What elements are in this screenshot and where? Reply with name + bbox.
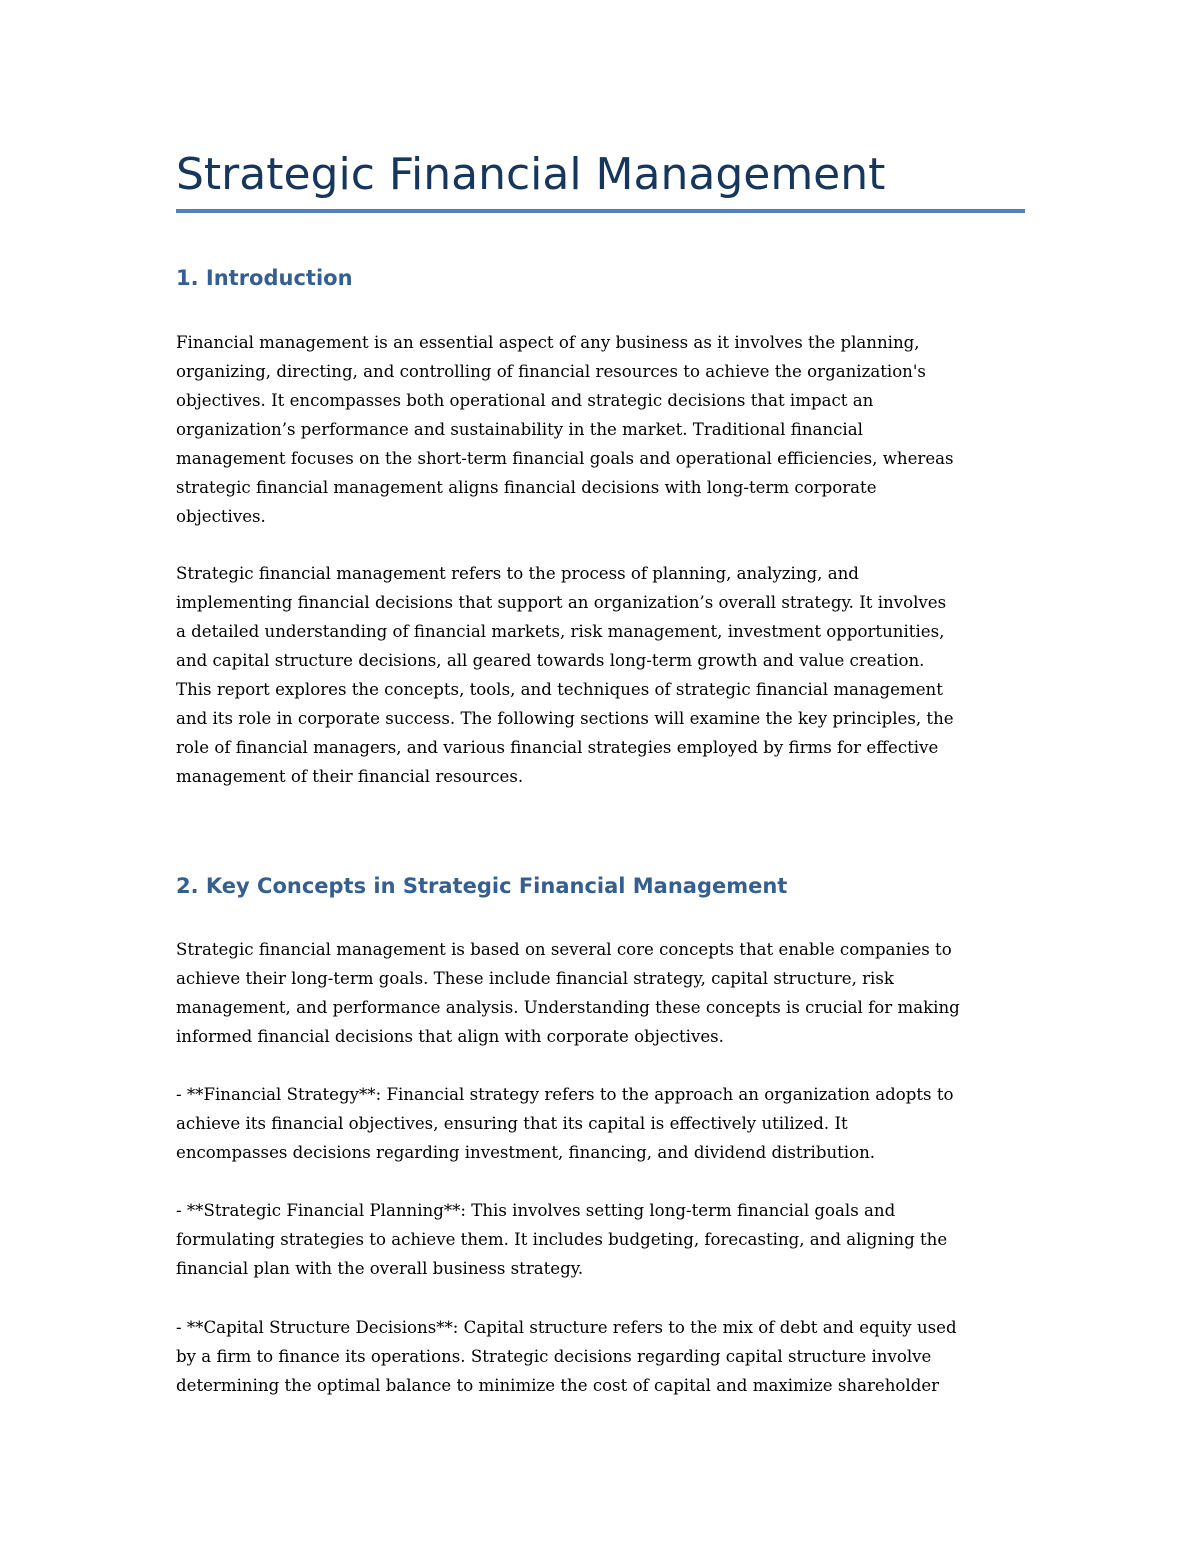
paragraph-line: Financial management is an essential aspect of any business as it involves the planning, bbox=[176, 333, 920, 352]
paragraph-line: a detailed understanding of financial markets, risk management, investment opportunities, bbox=[176, 622, 945, 641]
section-heading-key-concepts: 2. Key Concepts in Strategic Financial Management bbox=[176, 874, 788, 898]
paragraph-line: financial plan with the overall business strategy. bbox=[176, 1259, 584, 1278]
title-underline bbox=[176, 209, 1025, 213]
paragraph-line: Strategic financial management is based on several core concepts that enable companies to bbox=[176, 940, 952, 959]
paragraph-line: organization’s performance and sustainability in the market. Traditional financial bbox=[176, 420, 863, 439]
paragraph-line: role of financial managers, and various financial strategies employed by firms for effective bbox=[176, 738, 939, 757]
paragraph-line: implementing financial decisions that support an organization’s overall strategy. It involves bbox=[176, 593, 947, 612]
paragraph-line: management focuses on the short-term financial goals and operational efficiencies, whereas bbox=[176, 449, 954, 468]
document-title: Strategic Financial Management bbox=[176, 149, 886, 200]
paragraph-line: objectives. bbox=[176, 507, 266, 526]
paragraph bbox=[176, 559, 1026, 791]
paragraph-line: achieve their long-term goals. These include financial strategy, capital structure, risk bbox=[176, 969, 894, 988]
paragraph-line: and capital structure decisions, all geared towards long-term growth and value creation. bbox=[176, 651, 925, 670]
paragraph-line: management of their financial resources. bbox=[176, 767, 524, 786]
paragraph-line: Strategic financial management refers to the process of planning, analyzing, and bbox=[176, 564, 859, 583]
paragraph bbox=[176, 328, 1026, 531]
paragraph-line: strategic financial management aligns financial decisions with long-term corporate bbox=[176, 478, 877, 497]
list-item bbox=[176, 1080, 1026, 1167]
paragraph-line: informed financial decisions that align with corporate objectives. bbox=[176, 1027, 724, 1046]
paragraph-line: by a firm to finance its operations. Strategic decisions regarding capital structure involve bbox=[176, 1347, 932, 1366]
list-item bbox=[176, 1196, 1026, 1283]
paragraph-line: organizing, directing, and controlling of financial resources to achieve the organization's bbox=[176, 362, 926, 381]
paragraph-line: This report explores the concepts, tools, and techniques of strategic financial management bbox=[176, 680, 943, 699]
paragraph-line: encompasses decisions regarding investment, financing, and dividend distribution. bbox=[176, 1143, 876, 1162]
paragraph-line: - **Strategic Financial Planning**: This involves setting long-term financial goals and bbox=[176, 1201, 896, 1220]
paragraph-line: - **Financial Strategy**: Financial strategy refers to the approach an organization adopts to bbox=[176, 1085, 954, 1104]
section-heading-introduction: 1. Introduction bbox=[176, 266, 353, 290]
paragraph-line: formulating strategies to achieve them. It includes budgeting, forecasting, and aligning the bbox=[176, 1230, 948, 1249]
paragraph-line: determining the optimal balance to minimize the cost of capital and maximize shareholder bbox=[176, 1376, 940, 1395]
paragraph-line: achieve its financial objectives, ensuring that its capital is effectively utilized. It bbox=[176, 1114, 848, 1133]
paragraph-line: management, and performance analysis. Understanding these concepts is crucial for making bbox=[176, 998, 960, 1017]
paragraph bbox=[176, 935, 1026, 1051]
paragraph-line: and its role in corporate success. The following sections will examine the key principles, the bbox=[176, 709, 954, 728]
list-item bbox=[176, 1313, 1026, 1400]
paragraph-line: objectives. It encompasses both operational and strategic decisions that impact an bbox=[176, 391, 874, 410]
paragraph-line: - **Capital Structure Decisions**: Capital structure refers to the mix of debt and equity used bbox=[176, 1318, 957, 1337]
